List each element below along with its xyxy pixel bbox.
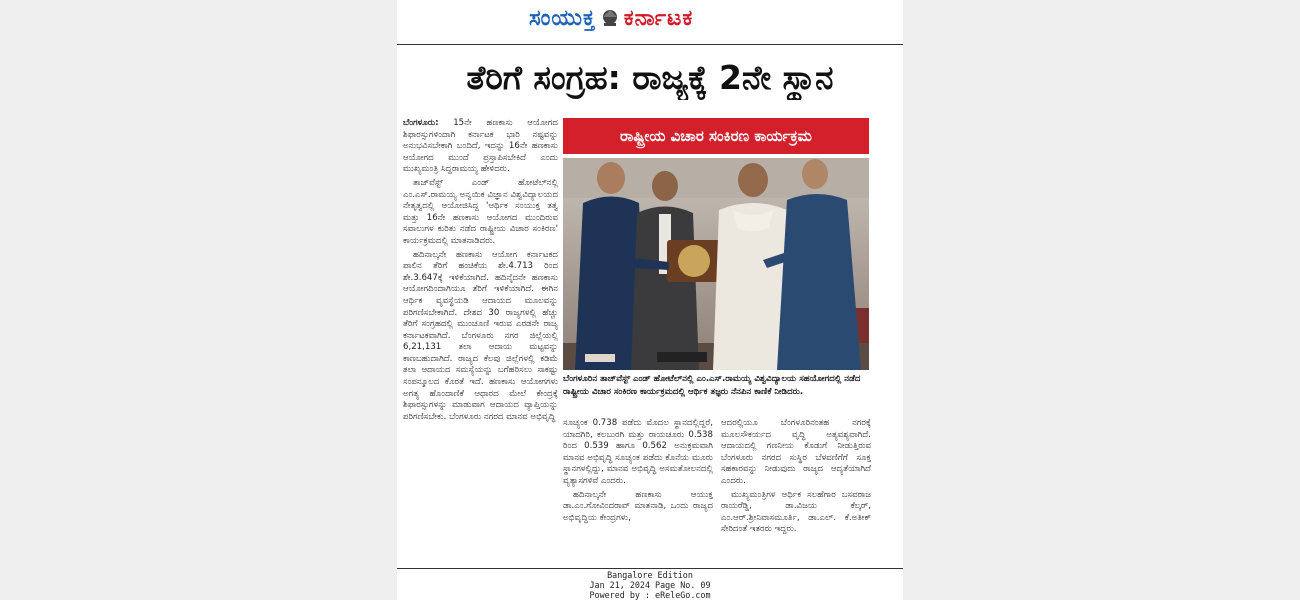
paragraph: ಬೆಂಗಳೂರು: 15ನೇ ಹಣಕಾಸು ಆಯೋಗದ ಶಿಫಾರಸ್ಸುಗಳಿಂದಾಗಿ ಕರ್ನಾಟಕ ಭಾರಿ ನಷ್ಟವನ್ನು ಅನುಭವಿಸಬೇಕಾಗಿ ಬಂದಿದೆ, ಇದನ್ನು 16ನೇ ಹಣಕಾಸು ಆಯೋಗದ ಮುಂದೆ ಪ್ರಸ್ತಾಪಿಸಬೇಕಿದೆ ಎಂದು ಮುಖ್ಯಮಂತ್ರಿ ಸಿದ್ದರಾಮಯ್ಯ ಹೇಳಿದರು.: [403, 118, 558, 175]
event-photo: [563, 158, 869, 370]
paragraph: ಹದಿನಾಲ್ಕನೇ ಹಣಕಾಸು ಆಯೋಗ ಕರ್ನಾಟಕದ ಪಾಲಿನ ತೆರಿಗೆ ಹಂಚಿಕೆಯ ಶೇ.4.713 ರಿಂದ ಶೇ.3.647ಕ್ಕೆ ಇಳಿಕೆಯಾಗಿದೆ. ಹದಿನೈದನೇ ಹಣಕಾಸು ಆಯೋಗದಿಂದಾಗಿಯೂ ತೆರಿಗೆ ಇಳಿಕೆಯಾಗಿದೆ. ಈಗಿನ ಆರ್ಥಿಕ ವ್ಯವಸ್ಥೆಯಡಿ ಆದಾಯದ ಮೂಲವನ್ನು ಪರಿಗಣಿಸಬೇಕಾಗಿದೆ. ದೇಶದ 30 ರಾಜ್ಯಗಳಲ್ಲಿ ಹೆಚ್ಚು ತೆರಿಗೆ ಸಂಗ್ರಹದಲ್ಲಿ ಮುಂಚೂಣಿ ಇರುವ ಎರಡನೇ ರಾಜ್ಯ ಕರ್ನಾಟಕವಾಗಿದೆ. ಬೆಂಗಳೂರು ನಗರ ಜಿಲ್ಲೆಯಲ್ಲಿ 6,21,131 ತಲಾ ಆದಾಯ ಮಟ್ಟವನ್ನು ಕಾಣಬಹುದಾಗಿದೆ. ರಾಜ್ಯದ ಕೆಲವು ಜಿಲ್ಲೆಗಳಲ್ಲಿ ಕಡಿಮೆ ತಲಾ ಆದಾಯದ ಸಮಸ್ಯೆಯನ್ನು ಬಗೆಹರಿಸಲು ಸಾಕಷ್ಟು ಸಂಪನ್ಮೂಲದ ಕೊರತೆ ಇದೆ. ಹಣಕಾಸು ಆಯೋಗಗಳು ಅಗತ್ಯ ಹೊಂದಾಣಿಕೆ ಆಧಾರದ ಮೇಲೆ ಕೇಂದ್ರಕ್ಕೆ ಶಿಫಾರಸ್ಸುಗಳನ್ನು ಮಾಡುವಾಗ ಆದಾಯದ ವ್ಯಾಪ್ತಿಯನ್ನು ಪರಿಗಣಿಸಬೇಕು. ಬೆಂಗಳೂರು ನಗರದ ಮಾನವ ಅಭಿವೃದ್ಧಿ: [403, 249, 558, 422]
article-column-middle: [563, 418, 713, 568]
event-banner: ರಾಷ್ಟ್ರೀಯ ವಿಚಾರ ಸಂಕಿರಣ ಕಾರ್ಯಕ್ರಮ: [563, 118, 869, 154]
photo-caption: ಬೆಂಗಳೂರಿನ ತಾಜ್‌ವೆಸ್ಟ್ ಎಂಡ್ ಹೋಟೆಲ್‌ನಲ್ಲಿ ಎಂ.ಎಸ್.ರಾಮಯ್ಯ ವಿಶ್ವವಿದ್ಯಾಲಯ ಸಹಯೋಗದಲ್ಲಿ ನಡೆದ ರಾಷ್ಟ್ರೀಯ ವಿಚಾರ ಸಂಕಿರಣ ಕಾರ್ಯಕ್ರಮದಲ್ಲಿ ಆರ್ಥಿಕ ತಜ್ಞರು ನೆನಪಿನ ಕಾಣಿಕೆ ನೀಡಿದರು.: [563, 374, 861, 397]
paragraph: ಸೂಚ್ಯಂಕ 0.738 ಪಡೆದು ಮೊದಲ ಸ್ಥಾನದಲ್ಲಿದ್ದರೆ, ಯಾದಗಿರಿ, ಕಲಬುರಗಿ ಮತ್ತು ರಾಯಚೂರು 0.538 ರಿಂದ 0.539 ಹಾಗೂ 0.562 ಅನುಕ್ರಮವಾಗಿ ಮಾನವ ಅಭಿವೃದ್ಧಿ ಸೂಚ್ಯಂಕ ಪಡೆದು ಕೊನೆಯ ಮೂರು ಸ್ಥಾನಗಳಲ್ಲಿದ್ದು, ಮಾನವ ಅಭಿವೃದ್ಧಿ ಅಸಮತೋಲನದಲ್ಲಿ ವ್ಯತ್ಯಾಸಗಳಿವೆ ಎಂದರು.: [563, 418, 713, 486]
footer-divider: [397, 568, 903, 569]
dateline: ಬೆಂಗಳೂರು:: [403, 118, 439, 128]
masthead-logo: [529, 6, 693, 31]
event-photo-illustration: [563, 158, 869, 370]
newspaper-page: [397, 0, 903, 600]
article-column-right: [721, 418, 871, 568]
paragraph: ಮುಖ್ಯಮಂತ್ರಿಗಳ ಆರ್ಥಿಕ ಸಲಹೆಗಾರ ಬಸವರಾಜ ರಾಯರೆಡ್ಡಿ, ಡಾ.ವಿಜಯ ಕೆಲ್ಕರ್, ಎಂ.ಆರ್.ಶ್ರೀನಿವಾಸಮೂರ್ತಿ, ಡಾ.ಎಲ್. ಕೆ.ಅತೀಕ್ ಸೇರಿದಂತೆ ಇತರರು ಇದ್ದರು.: [721, 489, 871, 535]
emblem-icon: [599, 7, 621, 29]
masthead-title-part1: ಸಂಯುಕ್ತ: [529, 6, 596, 31]
masthead-divider: [397, 44, 903, 45]
page-footer: [397, 570, 903, 600]
edition-label: Bangalore Edition: [607, 570, 693, 580]
article-column-left: [403, 118, 558, 568]
paragraph: ತಾಜ್‌ವೆಸ್ಟ್ ಎಂಡ್ ಹೋಟೆಲ್‌ನಲ್ಲಿ ಎಂ.ಎಸ್.ರಾಮಯ್ಯ ಅನ್ವಯಿಕ ವಿಜ್ಞಾನ ವಿಶ್ವವಿದ್ಯಾಲಯದ ನೇತೃತ್ವದಲ್ಲಿ ಆಯೋಜಿಸಿದ್ದ 'ಆರ್ಥಿಕ ಸಂಯುಕ್ತ ತತ್ವ ಮತ್ತು 16ನೇ ಹಣಕಾಸು ಆಯೋಗದ ಮುಂದಿರುವ ಸವಾಲುಗಳ ಕುರಿತು ನಡೆದ ರಾಷ್ಟ್ರೀಯ ವಿಚಾರ ಸಂಕಿರಣ' ಕಾರ್ಯಕ್ರಮದಲ್ಲಿ ಮಾತನಾಡಿದರು.: [403, 177, 558, 246]
masthead-title-part2: ಕರ್ನಾಟಕ: [623, 6, 694, 31]
paragraph: ಆದರಲ್ಲಿಯೂ ಬೆಂಗಳೂರಿನಂತಹ ನಗರಕ್ಕೆ ಮೂಲಸೌಕರ್ಯದ ವೃದ್ಧಿ ಅತ್ಯವಶ್ಯವಾಗಿದೆ. ಆದಾಯದಲ್ಲಿ ಗಣನೀಯ ಕೊಡುಗೆ ನೀಡುತ್ತಿರುವ ಬೆಂಗಳೂರು ನಗರದ ಸುಸ್ಥಿರ ಬೆಳವಣಿಗೆಗೆ ಸೂಕ್ತ ಸಹಕಾರವನ್ನು ನೀಡುವುದು ರಾಜ್ಯದ ಆದ್ಯತೆಯಾಗಿದೆ ಎಂದರು.: [721, 418, 871, 486]
headline: ತೆರಿಗೆ ಸಂಗ್ರಹ: ರಾಜ್ಯಕ್ಕೆ 2ನೇ ಸ್ಥಾನ: [466, 58, 834, 97]
masthead: [397, 0, 903, 44]
paragraph: ಹದಿನಾಲ್ಕನೇ ಹಣಕಾಸು ಆಯುಕ್ತ ಡಾ.ಎಂ.ಗೋವಿಂದರಾವ್ ಮಾತನಾಡಿ, ಒಂದು ರಾಜ್ಯದ ಅಭಿವೃದ್ಧಿಯ ಕೇಂದ್ರಗಳು,: [563, 489, 713, 523]
powered-by-link[interactable]: Powered by : eReleGo.com: [589, 590, 711, 600]
date-page-label: Jan 21, 2024 Page No. 09: [589, 580, 711, 590]
